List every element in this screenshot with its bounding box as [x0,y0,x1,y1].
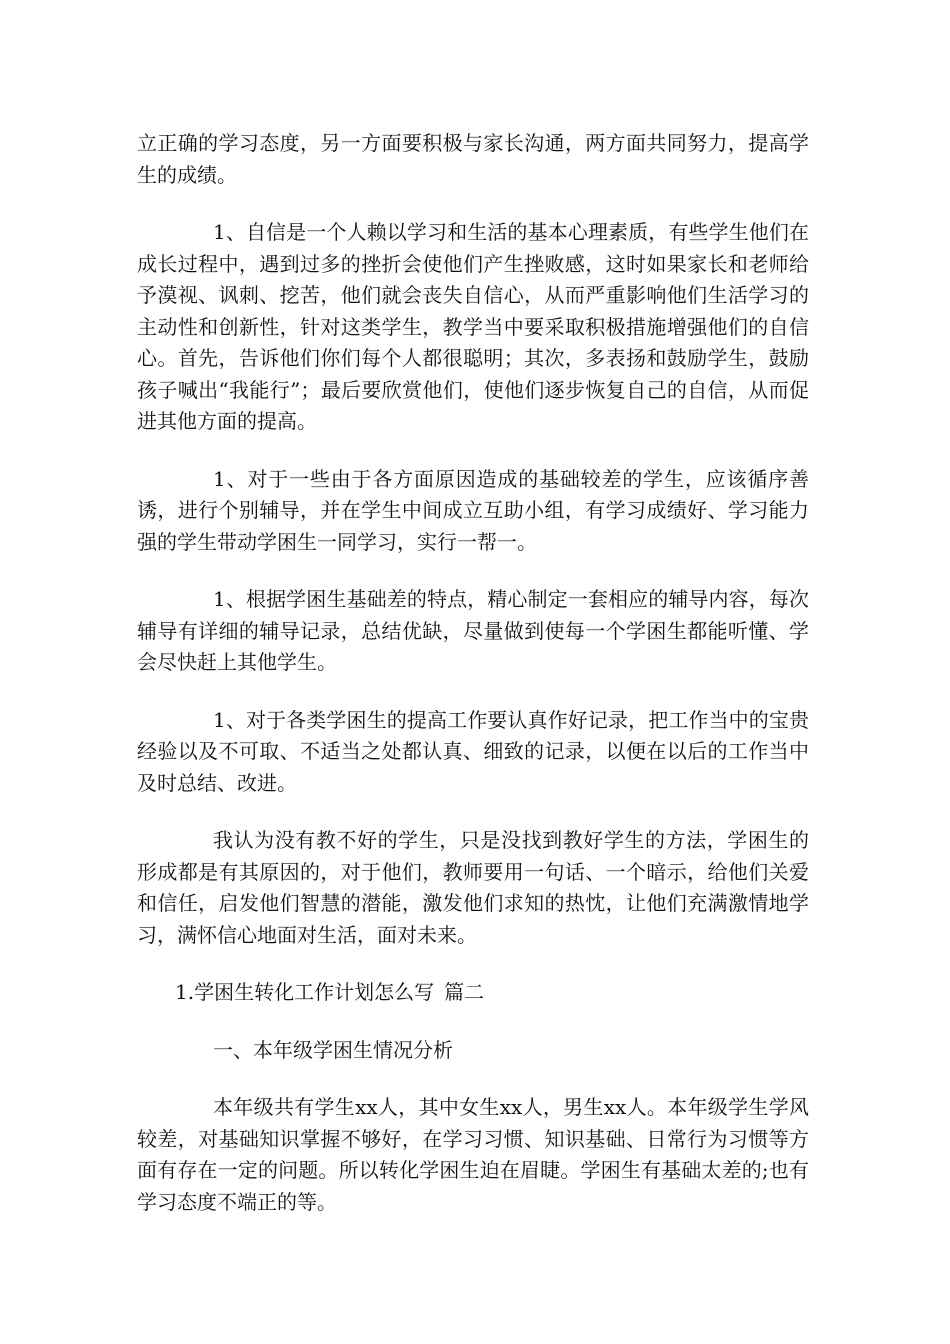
paragraph-situation-analysis: 本年级共有学生xx人，其中女生xx人，男生xx人。本年级学生学风较差，对基础知识掌握不够好，在学习习惯、知识基础、日常行为习惯等方面有存在一定的问题。所以转化学困生迫在眉睫。学困生有基础太差的;也有学习态度不端正的等。 [137,1095,809,1214]
subsection-heading: 一、本年级学困生情况分析 [213,1037,453,1062]
document-page [137,128,809,1244]
paragraph-conclusion: 我认为没有教不好的学生，只是没找到教好学生的方法，学困生的形成都是有其原因的，对于他们，教师要用一句话、一个暗示，给他们关爱和信任，启发他们智慧的潜能，激发他们求知的热忱，让他们充满激情地学习，满怀信心地面对生活，面对未来。 [137,828,809,947]
paragraph-records: 1、对于各类学困生的提高工作要认真作好记录，把工作当中的宝贵经验以及不可取、不适当之处都认真、细致的记录，以便在以后的工作当中及时总结、改进。 [137,707,809,795]
paragraph-confidence: 1、自信是一个人赖以学习和生活的基本心理素质，有些学生他们在成长过程中，遇到过多的挫折会使他们产生挫败感，这时如果家长和老师给予漠视、讽刺、挖苦，他们就会丧失自信心，从而严重影响他们生活学习的主动性和创新性，针对这类学生，教学当中要采取积极措施增强他们的自信心。首先，告诉他们你们每个人都很聪明；其次，多表扬和鼓励学生，鼓励孩子喊出“我能行”；最后要欣赏他们，使他们逐步恢复自己的自信，从而促进其他方面的提高。 [137,220,809,433]
section-title: 1.学困生转化工作计划怎么写 [175,980,435,1004]
section-heading [137,977,809,1009]
section-part-label: 篇二 [444,980,485,1004]
paragraph-guidance-plan: 1、根据学困生基础差的特点，精心制定一套相应的辅导内容，每次辅导有详细的辅导记录，总结优缺，尽量做到使每一个学困生都能听懂、学会尽快赶上其他学生。 [137,587,809,674]
paragraph-tutoring: 1、对于一些由于各方面原因造成的基础较差的学生，应该循序善诱，进行个别辅导，并在学生中间成立互助小组，有学习成绩好、学习能力强的学生带动学困生一同学习，实行一帮一。 [137,466,809,554]
paragraph-continuation: 立正确的学习态度，另一方面要积极与家长沟通，两方面共同努力，提高学生的成绩。 [137,131,809,187]
